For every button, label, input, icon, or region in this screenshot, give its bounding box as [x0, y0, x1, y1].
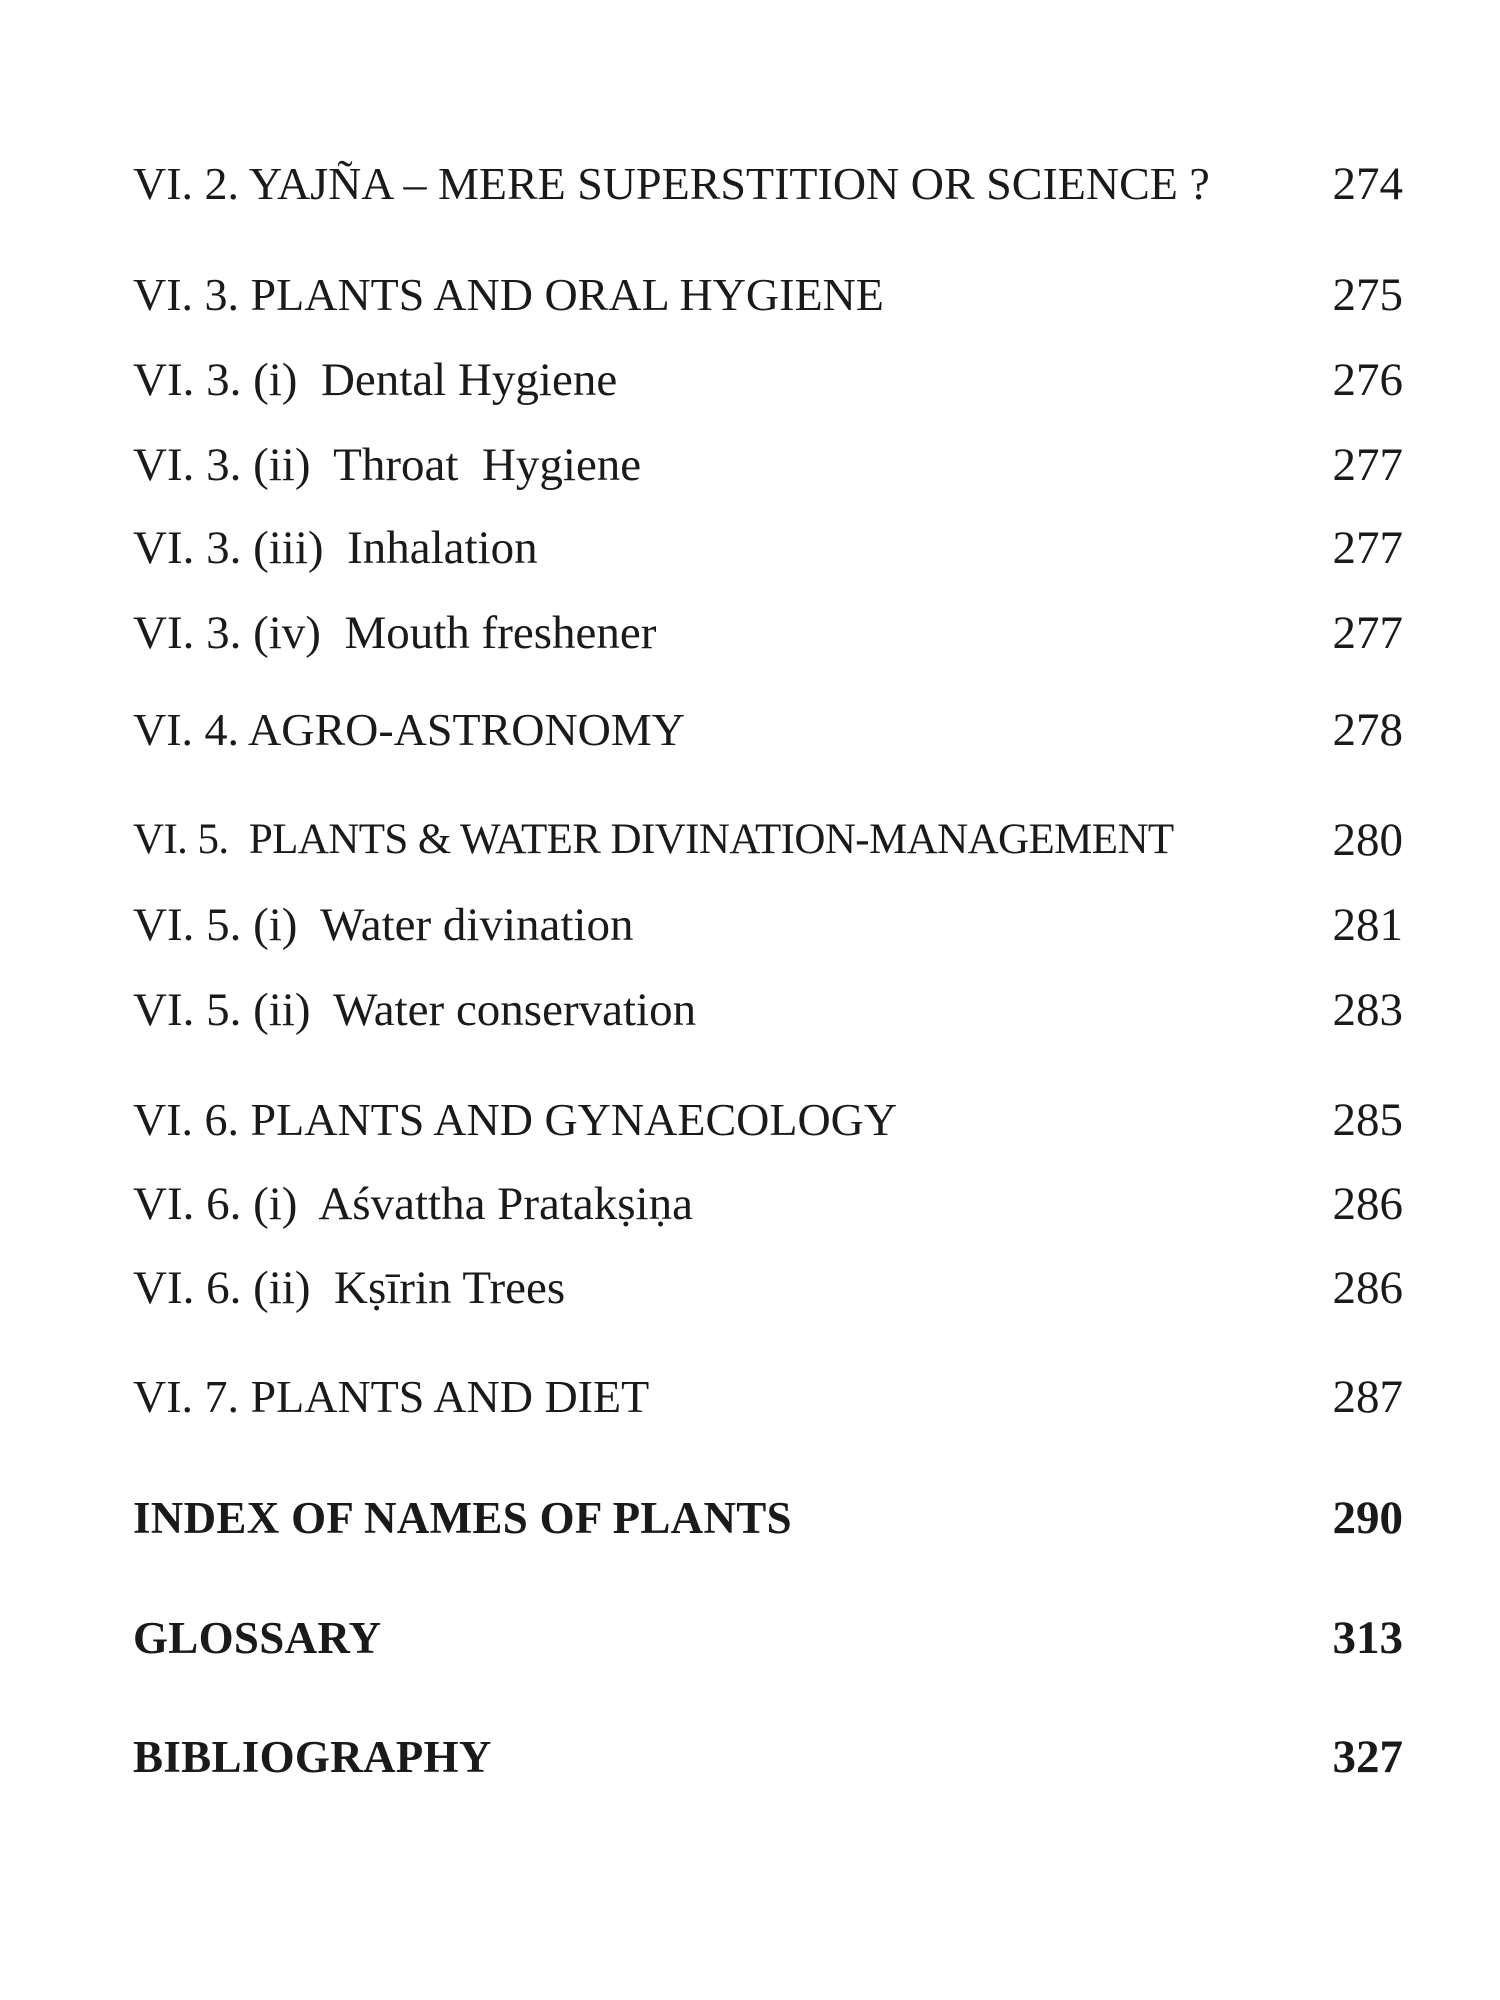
- toc-entry: [133, 435, 1403, 495]
- toc-entry: [133, 895, 1403, 955]
- table-of-contents: [133, 0, 1403, 2000]
- toc-entry: [133, 980, 1403, 1040]
- toc-entry-title: VI. 3. (ii) Throat Hygiene: [133, 439, 642, 491]
- toc-entry-page: 277: [1332, 607, 1403, 659]
- toc-entry-title: VI. 6. PLANTS AND GYNAECOLOGY: [133, 1094, 898, 1145]
- toc-entry-title: VI. 3. PLANTS AND ORAL HYGIENE: [133, 269, 884, 320]
- toc-entry-page: 275: [1332, 269, 1403, 321]
- toc-entry-title: VI. 6. (ii) Kṣīrin Trees: [133, 1262, 566, 1314]
- toc-entry: [133, 1258, 1403, 1318]
- toc-entry: [133, 350, 1403, 410]
- toc-entry-page: 278: [1332, 704, 1403, 756]
- toc-entry: [133, 154, 1403, 214]
- toc-entry-page: 286: [1332, 1178, 1403, 1230]
- toc-entry-title: VI. 3. (iv) Mouth freshener: [133, 607, 657, 659]
- toc-entry-page: 277: [1332, 522, 1403, 574]
- toc-entry: [133, 1727, 1403, 1787]
- toc-entry-page: 286: [1332, 1262, 1403, 1314]
- toc-entry-page: 274: [1332, 158, 1403, 210]
- toc-entry: [133, 518, 1403, 578]
- toc-entry: [133, 1608, 1403, 1668]
- toc-entry-title: BIBLIOGRAPHY: [133, 1732, 492, 1782]
- toc-entry-page: 280: [1332, 814, 1403, 866]
- toc-entry-page: 281: [1332, 899, 1403, 951]
- toc-entry-page: 287: [1332, 1371, 1403, 1423]
- toc-entry-title: VI. 3. (i) Dental Hygiene: [133, 354, 618, 406]
- toc-entry-title: VI. 7. PLANTS AND DIET: [133, 1371, 650, 1422]
- toc-entry-title: GLOSSARY: [133, 1613, 382, 1663]
- toc-entry-page: 276: [1332, 354, 1403, 406]
- toc-entry-page: 313: [1332, 1612, 1403, 1664]
- toc-entry: [133, 265, 1403, 325]
- toc-entry-title: VI. 3. (iii) Inhalation: [133, 522, 538, 574]
- toc-entry: [133, 603, 1403, 663]
- toc-entry-title: VI. 4. AGRO-ASTRONOMY: [133, 704, 686, 755]
- toc-entry: [133, 700, 1403, 760]
- toc-entry-page: 285: [1332, 1094, 1403, 1146]
- toc-entry-page: 290: [1332, 1492, 1403, 1544]
- toc-entry-page: 283: [1332, 984, 1403, 1036]
- toc-entry-title: VI. 6. (i) Aśvattha Pratakṣiṇa: [133, 1178, 693, 1230]
- toc-entry: [133, 1488, 1403, 1548]
- toc-entry: [133, 1367, 1403, 1427]
- toc-entry-title: INDEX OF NAMES OF PLANTS: [133, 1493, 792, 1543]
- toc-entry-title: VI. 2. YAJÑA – MERE SUPERSTITION OR SCIENCE ?: [133, 158, 1210, 209]
- toc-entry-title: VI. 5. (i) Water divination: [133, 899, 634, 951]
- toc-entry: [133, 810, 1403, 870]
- toc-entry: [133, 1090, 1403, 1150]
- toc-entry-page: 277: [1332, 439, 1403, 491]
- toc-entry-title: VI. 5. PLANTS & WATER DIVINATION-MANAGEMENT: [133, 816, 1174, 863]
- toc-entry-page: 327: [1332, 1731, 1403, 1783]
- toc-entry: [133, 1174, 1403, 1234]
- toc-entry-title: VI. 5. (ii) Water conservation: [133, 984, 697, 1036]
